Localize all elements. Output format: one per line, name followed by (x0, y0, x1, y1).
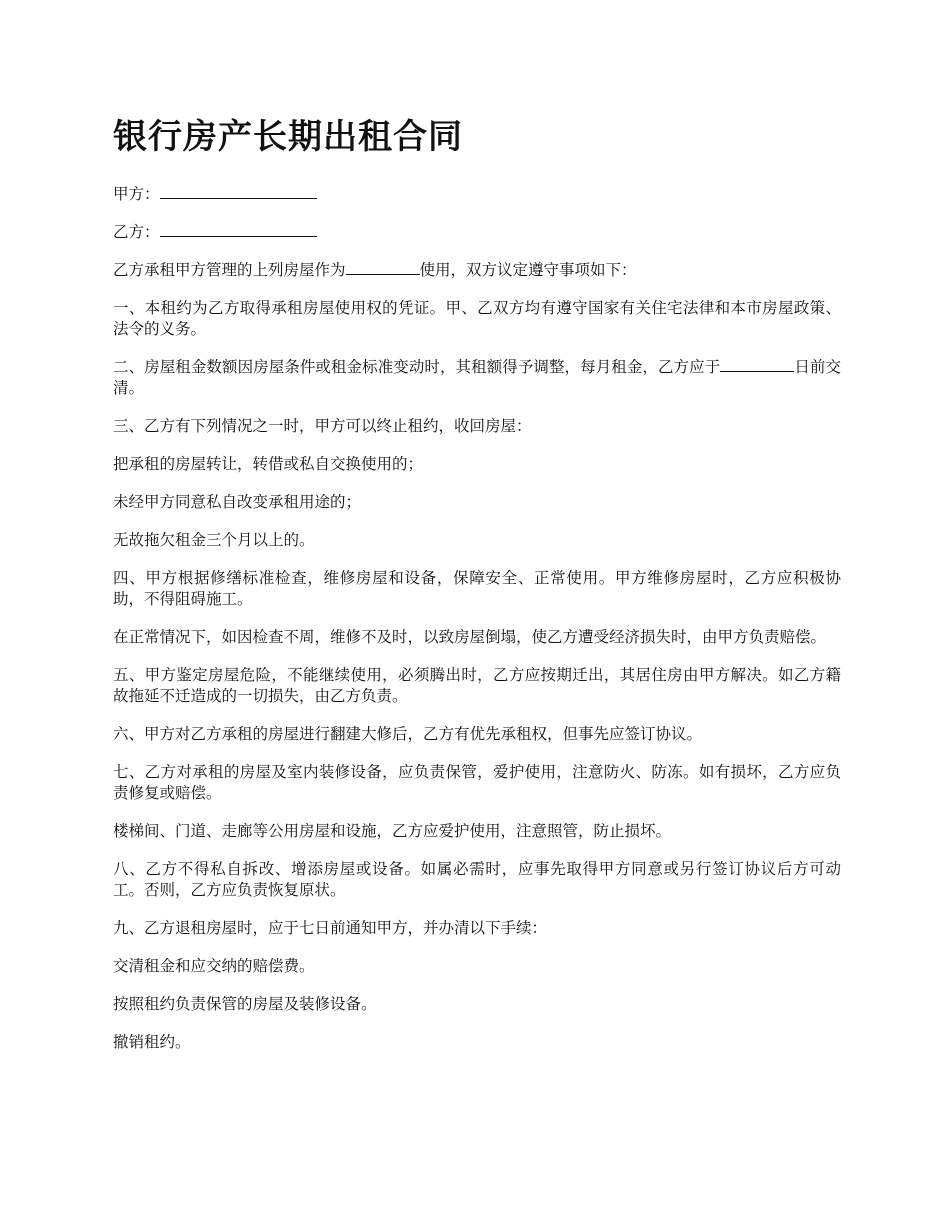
clause-3-item-2: 未经甲方同意私自改变承租用途的； (113, 493, 362, 511)
clause-2-text-before: 二、房屋租金数额因房屋条件或租金标准变动时，其租额得予调整，每月租金，乙方应于 (113, 358, 721, 376)
clause-9: 九、乙方退租房屋时，应于七日前通知甲方，并办清以下手续： (113, 919, 548, 937)
party-a-blank (160, 184, 317, 199)
clause-6: 六、甲方对乙方承租的房屋进行翻建大修后，乙方有优先承租权，但事先应签订协议。 (113, 725, 703, 743)
clause-7: 七、乙方对承租的房屋及室内装修设备，应负责保管，爱护使用，注意防火、防冻。如有损坏，乙方应负责修复或赔偿。 (113, 763, 841, 802)
usage-blank (346, 260, 420, 275)
clause-2-text-after: 日前交清。 (113, 358, 841, 397)
clause-5: 五、甲方鉴定房屋危险，不能继续使用，必须腾出时，乙方应按期迁出，其居住房由甲方解决。如乙方籍故拖延不迁造成的一切损失，由乙方负责。 (113, 666, 841, 705)
clause-1: 一、本租约为乙方取得承租房屋使用权的凭证。甲、乙双方均有遵守国家有关住宅法律和本市房屋政策、法令的义务。 (113, 299, 841, 338)
document-title: 银行房产长期出租合同 (113, 117, 463, 157)
intro-text-before: 乙方承租甲方管理的上列房屋作为 (113, 261, 346, 279)
clause-7-extra: 楼梯间、门道、走廊等公用房屋和设施，乙方应爱护使用，注意照管，防止损坏。 (113, 822, 672, 840)
contract-page (113, 112, 841, 1070)
clause-8: 八、乙方不得私自拆改、增添房屋或设备。如属必需时，应事先取得甲方同意或另行签订协议后方可动工。否则，乙方应负责恢复原状。 (113, 860, 841, 899)
clause-4: 四、甲方根据修缮标准检查，维修房屋和设备，保障安全、正常使用。甲方维修房屋时，乙方应积极协助，不得阻碍施工。 (113, 569, 841, 608)
party-b-label: 乙方： (113, 223, 160, 241)
intro-paragraph (113, 260, 841, 281)
party-b-blank (160, 222, 317, 237)
party-b-line (113, 222, 841, 243)
payment-date-blank (720, 357, 794, 372)
clause-4-extra: 在正常情况下，如因检查不周，维修不及时，以致房屋倒塌，使乙方遭受经济损失时，由甲方负责赔偿。 (113, 628, 827, 646)
clause-9-item-3: 撤销租约。 (113, 1033, 191, 1051)
clause-3-item-3: 无故拖欠租金三个月以上的。 (113, 531, 315, 549)
party-a-line (113, 184, 841, 205)
clause-9-item-2: 按照租约负责保管的房屋及装修设备。 (113, 995, 377, 1013)
clause-3-item-1: 把承租的房屋转让，转借或私自交换使用的； (113, 455, 424, 473)
clause-3: 三、乙方有下列情况之一时，甲方可以终止租约，收回房屋： (113, 417, 532, 435)
party-a-label: 甲方： (113, 185, 160, 203)
clause-9-item-1: 交清租金和应交纳的赔偿费。 (113, 957, 315, 975)
intro-text-after: 使用，双方议定遵守事项如下： (419, 261, 637, 279)
clause-2 (113, 357, 841, 399)
